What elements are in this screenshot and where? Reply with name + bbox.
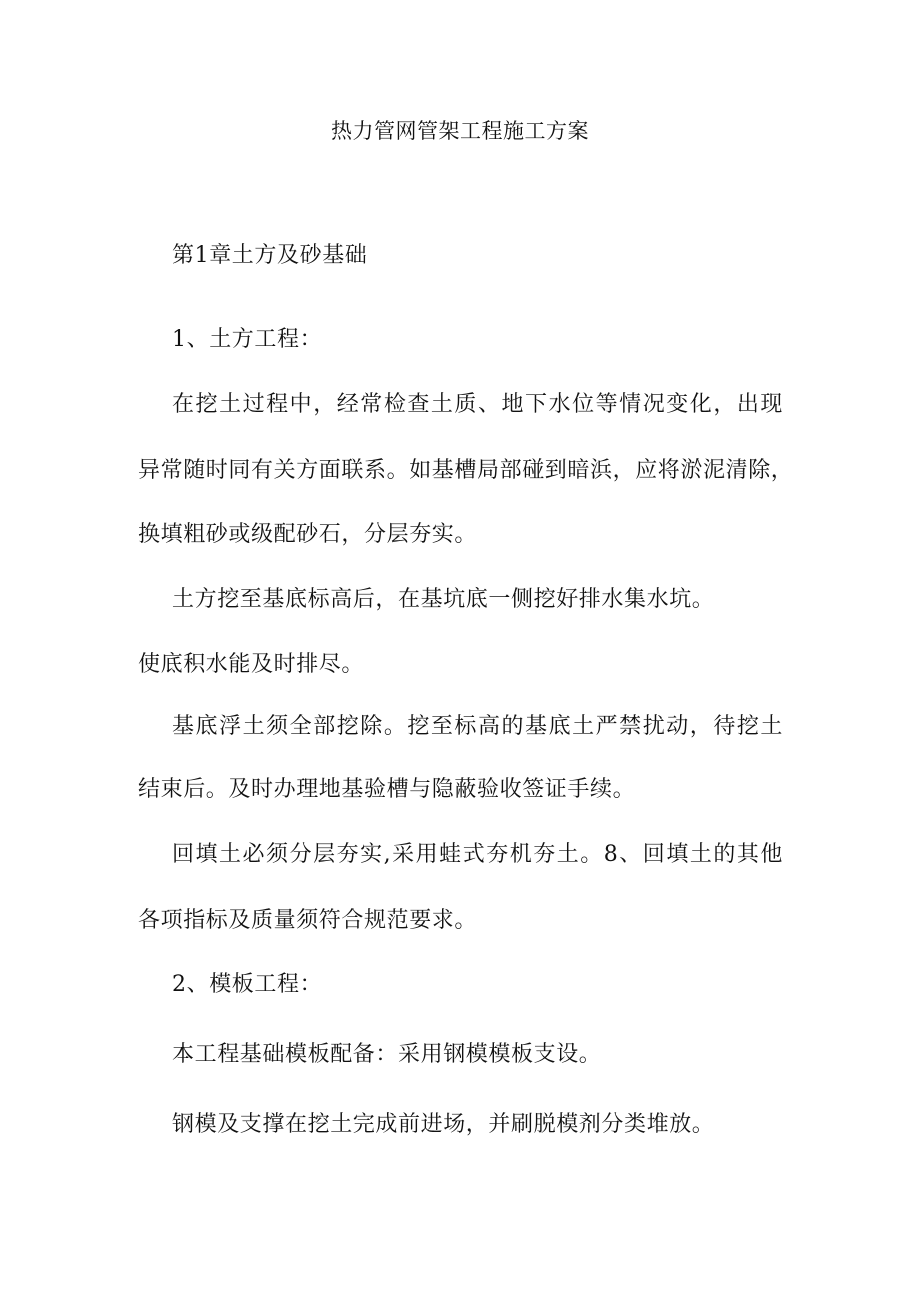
paragraph-line: 结束后。及时办理地基验槽与隐蔽验收签证手续。 <box>138 777 636 802</box>
document-title: 热力管网管架工程施工方案 <box>331 119 589 143</box>
paragraph-line: 异常随时同有关方面联系。如基槽局部碰到暗浜，应将淤泥清除， <box>138 458 794 483</box>
paragraph-line: 基底浮土须全部挖除。挖至标高的基底土严禁扰动，待挖土 <box>172 714 783 739</box>
paragraph-line: 本工程基础模板配备：采用钢模模板支设。 <box>172 1042 602 1067</box>
paragraph-line: 在挖土过程中，经常检查土质、地下水位等情况变化，出现 <box>172 392 783 417</box>
paragraph-line: 钢模及支撑在挖土完成前进场，并刷脱模剂分类堆放。 <box>172 1112 715 1137</box>
section-heading: 1、土方工程： <box>172 327 323 352</box>
chapter-heading: 第1章土方及砂基础 <box>172 243 368 268</box>
paragraph-line: 各项指标及质量须符合规范要求。 <box>138 908 478 933</box>
paragraph-line: 换填粗砂或级配砂石，分层夯实。 <box>138 522 478 547</box>
section-heading: 2、模板工程： <box>172 972 323 997</box>
paragraph-line: 使底积水能及时排尽。 <box>138 652 365 677</box>
paragraph-line: 回填土必须分层夯实,采用蛙式夯机夯土。8、回填土的其他 <box>172 842 783 867</box>
paragraph-line: 土方挖至基底标高后，在基坑底一侧挖好排水集水坑。 <box>172 587 715 612</box>
